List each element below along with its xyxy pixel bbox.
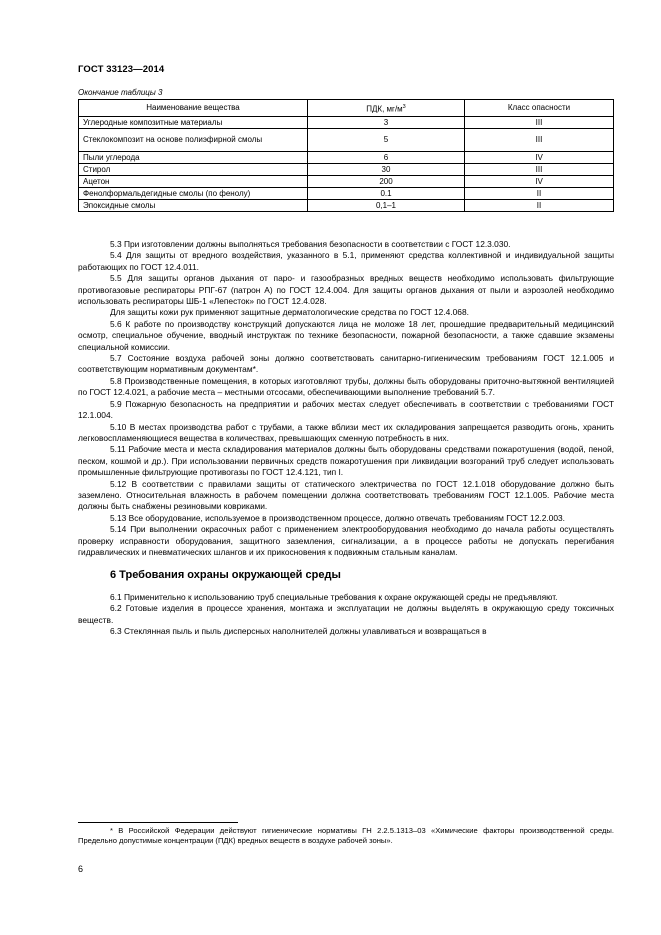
hazard-class: III bbox=[465, 129, 614, 152]
page-number: 6 bbox=[78, 864, 84, 874]
substances-table bbox=[78, 99, 614, 212]
substance-name: Стирол bbox=[79, 164, 308, 176]
paragraph-skin-protection: Для защиты кожи рук применяют защитные дерматологические средства по ГОСТ 12.4.068. bbox=[110, 307, 469, 318]
paragraph-5-12: 5.12 В соответствии с правилами защиты от статического электричества по ГОСТ 12.1.018 оборудование должно быть заземлено. Относительная влажность в рабочем помещении должна соответствовать требованиям ГОСТ 12.1.005. Рабочие места должны быть снабжены резиновыми ковриками. bbox=[78, 478, 614, 512]
table-row bbox=[79, 188, 614, 200]
paragraph-5-4: 5.4 Для защиты от вредного воздействия, указанного в 5.1, применяют средства коллективной и индивидуальной защиты работающих по ГОСТ 12.4.011. bbox=[78, 250, 614, 272]
substance-name: Эпоксидные смолы bbox=[79, 200, 308, 212]
mac-value: 3 bbox=[308, 117, 465, 129]
paragraph-6-2: 6.2 Готовые изделия в процессе хранения, монтажа и эксплуатации не должны выделять в окружающую среду токсичных веществ. bbox=[78, 603, 614, 625]
paragraph-5-5: 5.5 Для защиты органов дыхания от паро- и газообразных вредных веществ необходимо использовать фильтрующие противогазовые респираторы РПГ-67 (патрон А) по ГОСТ 12.4.004. Для защиты органов дыхания от пыли и аэрозолей необходимо использовать респираторы ШБ-1 «Лепесток» по ГОСТ 12.4.028. bbox=[78, 273, 614, 307]
hazard-class: III bbox=[465, 164, 614, 176]
footnote: * В Российской Федерации действуют гигиенические нормативы ГН 2.2.5.1313–03 «Химические факторы производственной среды. Предельно допустимые концентрации (ПДК) вредных веществ в воздухе рабочей зоны». bbox=[78, 826, 614, 846]
paragraph-5-11: 5.11 Рабочие места и места складирования материалов должны быть оборудованы средствами пожаротушения (водой, пеной, песком, кошмой и др.). При использовании первичных средств пожаротушения при ликвидации возгораний труб следует использовать промышленные фильтрующие противогазы по ГОСТ 12.4.121, тип I. bbox=[78, 444, 614, 478]
mac-value: 0.1 bbox=[308, 188, 465, 200]
table-row bbox=[79, 152, 614, 164]
substance-name: Пыли углерода bbox=[79, 152, 308, 164]
substance-name: Углеродные композитные материалы bbox=[79, 117, 308, 129]
table-row bbox=[79, 176, 614, 188]
mac-value: 30 bbox=[308, 164, 465, 176]
substance-name: Фенолформальдегидные смолы (по фенолу) bbox=[79, 188, 308, 200]
hazard-class: II bbox=[465, 200, 614, 212]
mac-value: 0,1–1 bbox=[308, 200, 465, 212]
mac-value: 6 bbox=[308, 152, 465, 164]
mac-value: 5 bbox=[308, 129, 465, 152]
hazard-class: III bbox=[465, 117, 614, 129]
column-header-mac bbox=[308, 100, 465, 117]
hazard-class: II bbox=[465, 188, 614, 200]
section-6-title: 6 Требования охраны окружающей среды bbox=[110, 569, 341, 582]
footnote-divider bbox=[78, 822, 238, 823]
table-header-row bbox=[79, 100, 614, 117]
paragraph-5-3: 5.3 При изготовлении должны выполняться требования безопасности в соответствии с ГОСТ 12.3.030. bbox=[110, 239, 511, 249]
body-text bbox=[78, 239, 614, 637]
table-caption: Окончание таблицы 3 bbox=[78, 88, 163, 97]
column-header-name: Наименование вещества bbox=[79, 100, 308, 117]
paragraph-6-3: 6.3 Стеклянная пыль и пыль дисперсных наполнителей должны улавливаться и возвращаться в bbox=[110, 626, 487, 636]
substance-name: Стеклокомпозит на основе полиэфирной смолы bbox=[79, 129, 308, 152]
document-code: ГОСТ 33123—2014 bbox=[78, 64, 165, 75]
mac-unit-label: ПДК, мг/м bbox=[366, 104, 403, 114]
paragraph-5-10: 5.10 В местах производства работ с трубами, а также вблизи мест их складирования запрещается разводить огонь, хранить легковоспламеняющиеся вещества в количествах, превышающих сменную потребность в них. bbox=[78, 421, 614, 443]
substance-name: Ацетон bbox=[79, 176, 308, 188]
mac-unit-exponent: 3 bbox=[402, 103, 406, 110]
paragraph-5-6: 5.6 К работе по производству конструкций допускаются лица не моложе 18 лет, прошедшие предварительный медицинский осмотр, специальное обучение, вводный инструктаж по технике безопасности, пожарной безопасности, а также сдавшие экзамены специальной комиссии. bbox=[78, 318, 614, 352]
paragraph-5-14: 5.14 При выполнении окрасочных работ с применением электрооборудования необходимо до начала работы осуществлять проверку исправности оборудования, защитного заземления, сигнализации, а в процессе работы не допускать перегибания гидравлических и пневматических шлангов и их прикосновения к подвижным стальным каналам. bbox=[78, 524, 614, 557]
paragraph-6-1: 6.1 Применительно к использованию труб специальные требования к охране окружающей среды не предъявляют. bbox=[110, 591, 558, 602]
paragraph-5-8: 5.8 Производственные помещения, в которых изготовляют трубы, должны быть оборудованы приточно-вытяжной вентиляцией по ГОСТ 12.4.021, а рабочие места – местными отсосами, обеспечивающими выполнение требований 5.7. bbox=[78, 375, 614, 398]
column-header-hazard-class: Класс опасности bbox=[465, 100, 614, 117]
paragraph-5-9: 5.9 Пожарную безопасность на предприятии и рабочих местах следует обеспечивать в соответствии с требованиями ГОСТ 12.1.004. bbox=[78, 398, 614, 421]
table-row bbox=[79, 117, 614, 129]
paragraph-5-13: 5.13 Все оборудование, используемое в производственном процессе, должно отвечать требованиям ГОСТ 12.2.003. bbox=[110, 512, 565, 523]
table-row bbox=[79, 164, 614, 176]
hazard-class: IV bbox=[465, 176, 614, 188]
table-row bbox=[79, 200, 614, 212]
mac-value: 200 bbox=[308, 176, 465, 188]
hazard-class: IV bbox=[465, 152, 614, 164]
table-row bbox=[79, 129, 614, 152]
paragraph-5-7: 5.7 Состояние воздуха рабочей зоны должно соответствовать санитарно-гигиеническим требованиям ГОСТ 12.1.005 и соответствующим нормативным документам*. bbox=[78, 353, 614, 375]
